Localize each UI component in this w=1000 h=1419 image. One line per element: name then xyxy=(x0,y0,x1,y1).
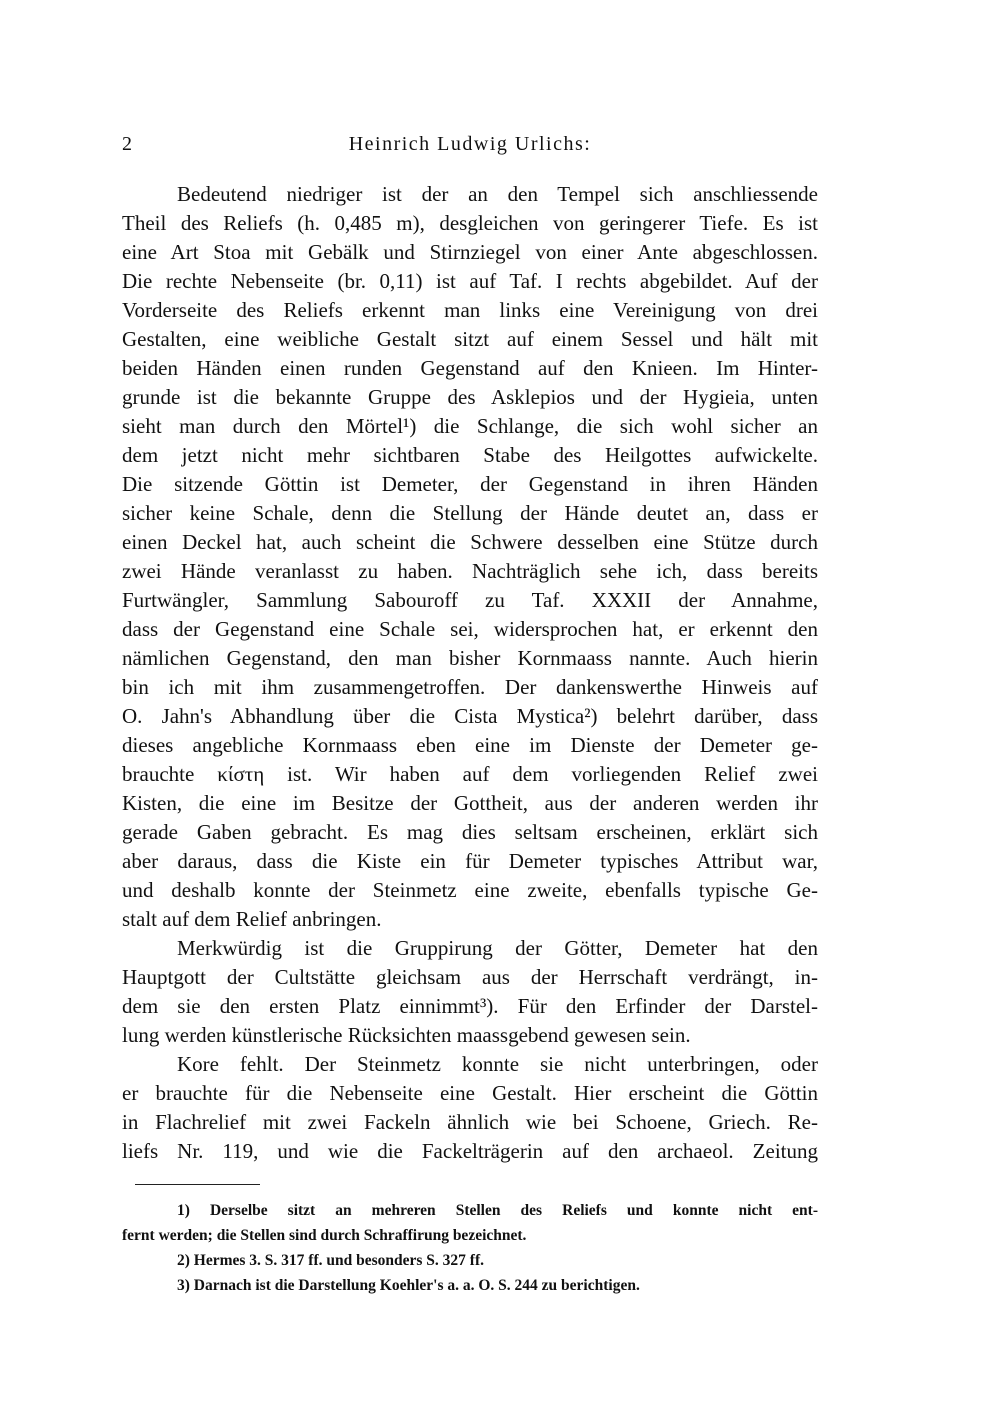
text-line: Merkwürdig ist die Gruppirung der Götter, Demeter hat den xyxy=(177,936,818,960)
text-line: O. Jahn's Abhandlung über die Cista Mystica²) belehrt darüber, dass xyxy=(122,704,818,728)
text-line: aber daraus, dass die Kiste ein für Demeter typisches Attribut war, xyxy=(122,849,818,873)
text-line: dem jetzt nicht mehr sichtbaren Stabe des Heilgottes aufwickelte. xyxy=(122,443,818,467)
text-line: Bedeutend niedriger ist der an den Tempel sich anschliessende xyxy=(177,182,818,206)
text-line: Kisten, die eine im Besitze der Gottheit, aus der anderen werden ihr xyxy=(122,791,818,815)
text-line: Gestalten, eine weibliche Gestalt sitzt auf einem Sessel und hält mit xyxy=(122,327,818,351)
footnote-line: fernt werden; die Stellen sind durch Schraffirung bezeichnet. xyxy=(122,1227,527,1244)
text-line: zwei Hände veranlasst zu haben. Nachträglich sehe ich, dass bereits xyxy=(122,559,818,583)
text-line: beiden Händen einen runden Gegenstand auf den Knieen. Im Hinter- xyxy=(122,356,818,380)
footnote-line: 3) Darnach ist die Darstellung Koehler's a. a. O. S. 244 zu berichtigen. xyxy=(177,1277,640,1294)
text-line: sicher keine Schale, denn die Stellung der Hände deutet an, dass er xyxy=(122,501,818,525)
text-line: Theil des Reliefs (h. 0,485 m), desgleichen von geringerer Tiefe. Es ist xyxy=(122,211,818,235)
text-line: Furtwängler, Sammlung Sabouroff zu Taf. XXXII der Annahme, xyxy=(122,588,818,612)
text-line: Die sitzende Göttin ist Demeter, der Gegenstand in ihren Händen xyxy=(122,472,818,496)
text-line: nämlichen Gegenstand, den man bisher Kornmaass nannte. Auch hierin xyxy=(122,646,818,670)
text-line: sieht man durch den Mörtel¹) die Schlange, die sich wohl sicher an xyxy=(122,414,818,438)
text-line: dieses angebliche Kornmaass eben eine im Dienste der Demeter ge- xyxy=(122,733,818,757)
running-head: Heinrich Ludwig Urlichs: xyxy=(348,133,592,155)
footnotes xyxy=(122,1198,818,1298)
text-line: grunde ist die bekannte Gruppe des Asklepios und der Hygieia, unten xyxy=(122,385,818,409)
text-line: bin ich mit ihm zusammengetroffen. Der dankenswerthe Hinweis auf xyxy=(122,675,818,699)
text-line: in Flachrelief mit zwei Fackeln ähnlich wie bei Schoene, Griech. Re- xyxy=(122,1110,818,1134)
text-line: gerade Gaben gebracht. Es mag dies seltsam erscheinen, erklärt sich xyxy=(122,820,818,844)
text-line: brauchte κίστη ist. Wir haben auf dem vorliegenden Relief zwei xyxy=(122,762,818,786)
text-line: stalt auf dem Relief anbringen. xyxy=(122,907,382,931)
text-line: er brauchte für die Nebenseite eine Gestalt. Hier erscheint die Göttin xyxy=(122,1081,818,1105)
footnote-divider xyxy=(135,1184,260,1185)
text-line: einen Deckel hat, auch scheint die Schwere desselben eine Stütze durch xyxy=(122,530,818,554)
footnote-line: 2) Hermes 3. S. 317 ff. und besonders S. 327 ff. xyxy=(177,1252,484,1269)
text-line: Vorderseite des Reliefs erkennt man links eine Vereinigung von drei xyxy=(122,298,818,322)
page-number: 2 xyxy=(122,133,132,155)
main-text xyxy=(122,180,818,1166)
text-line: Kore fehlt. Der Steinmetz konnte sie nicht unterbringen, oder xyxy=(177,1052,818,1076)
text-line: dem sie den ersten Platz einnimmt³). Für den Erfinder der Darstel- xyxy=(122,994,818,1018)
page-header xyxy=(122,132,818,156)
text-line: dass der Gegenstand eine Schale sei, widersprochen hat, er erkennt den xyxy=(122,617,818,641)
text-line: eine Art Stoa mit Gebälk und Stirnziegel von einer Ante abgeschlossen. xyxy=(122,240,818,264)
text-line: lung werden künstlerische Rücksichten maassgebend gewesen sein. xyxy=(122,1023,691,1047)
text-line: und deshalb konnte der Steinmetz eine zweite, ebenfalls typische Ge- xyxy=(122,878,818,902)
text-line: Hauptgott der Cultstätte gleichsam aus der Herrschaft verdrängt, in- xyxy=(122,965,818,989)
text-line: liefs Nr. 119, und wie die Fackelträgerin auf den archaeol. Zeitung xyxy=(122,1139,818,1163)
footnote-line: 1) Derselbe sitzt an mehreren Stellen des Reliefs und konnte nicht ent- xyxy=(177,1202,818,1219)
text-line: Die rechte Nebenseite (br. 0,11) ist auf Taf. I rechts abgebildet. Auf der xyxy=(122,269,818,293)
